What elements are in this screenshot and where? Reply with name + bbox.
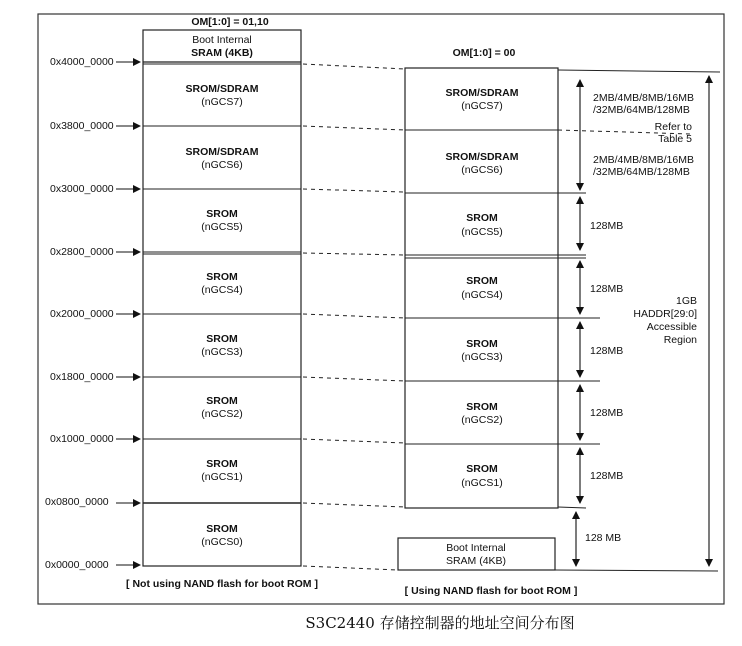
left-block-ngcs0 xyxy=(201,523,242,548)
address-label: 0x1000_0000 xyxy=(50,433,114,445)
right-footer: [ Using NAND flash for boot ROM ] xyxy=(404,585,578,597)
total-line4: Region xyxy=(663,334,697,346)
right-block-sub: (nGCS3) xyxy=(461,351,503,363)
left-block-sub: (nGCS6) xyxy=(201,159,243,171)
right-block-name: SROM xyxy=(466,212,498,224)
left-block-name: SROM/SDRAM xyxy=(185,83,259,95)
right-block-ngcs5 xyxy=(461,212,502,238)
left-block-name: SROM xyxy=(206,458,238,470)
left-block-name: SROM xyxy=(206,208,238,220)
left-block-sub: (nGCS7) xyxy=(201,96,243,108)
bank7-size-line1: 2MB/4MB/8MB/16MB xyxy=(593,92,694,104)
address-label: 0x2800_0000 xyxy=(50,246,114,258)
address-label: 0x0800_0000 xyxy=(45,496,109,508)
bank6-size-line1: 2MB/4MB/8MB/16MB xyxy=(593,154,694,166)
left-header: OM[1:0] = 01,10 xyxy=(191,16,269,28)
right-block-ngcs4 xyxy=(461,275,502,301)
address-label: 0x3800_0000 xyxy=(50,120,114,132)
right-block-name: SROM xyxy=(466,463,498,475)
left-block-name: SROM xyxy=(206,333,238,345)
total-line1: 1GB xyxy=(675,295,697,307)
address-label: 0x2000_0000 xyxy=(50,308,114,320)
right-header: OM[1:0] = 00 xyxy=(452,47,516,59)
right-block-sub: (nGCS5) xyxy=(461,226,503,238)
right-block-sub: (nGCS7) xyxy=(461,100,503,112)
left-block-name: SROM xyxy=(206,523,238,535)
right-block-ngcs3 xyxy=(461,338,502,363)
right-block-sub: (nGCS1) xyxy=(461,477,503,489)
left-block-sub: (nGCS3) xyxy=(201,346,243,358)
left-block-sub: (nGCS0) xyxy=(201,536,243,548)
left-block-name: SROM xyxy=(206,271,238,283)
right-column-box xyxy=(405,68,558,508)
address-label: 0x0000_0000 xyxy=(45,559,109,571)
address-label: 0x1800_0000 xyxy=(50,371,114,383)
right-block-sub: (nGCS2) xyxy=(461,414,503,426)
right-block-ngcs6 xyxy=(446,151,519,176)
right-block-ngcs7 xyxy=(446,87,519,112)
right-block-ngcs2 xyxy=(461,401,502,426)
address-label: 0x3000_0000 xyxy=(50,183,114,195)
figure-caption: S3C2440 存储控制器的地址空间分布图 xyxy=(305,614,575,632)
bank6-size-line2: /32MB/64MB/128MB xyxy=(593,166,690,178)
right-block-name: SROM/SDRAM xyxy=(445,87,519,99)
bank1-size: 128MB xyxy=(590,470,624,482)
total-line3: Accessible xyxy=(646,321,697,333)
left-block-sub: (nGCS1) xyxy=(201,471,243,483)
address-label: 0x4000_0000 xyxy=(50,56,114,68)
right-block-name: SROM xyxy=(466,401,498,413)
right-block-name: SROM xyxy=(466,338,498,350)
address-labels xyxy=(45,56,140,571)
left-block-ngcs5 xyxy=(201,208,242,233)
right-block-name: SROM/SDRAM xyxy=(445,151,519,163)
left-block-ngcs3 xyxy=(201,333,242,358)
left-boot-name: Boot Internal xyxy=(192,34,252,46)
bank4-size: 128MB xyxy=(590,283,624,295)
right-boot-sub: SRAM (4KB) xyxy=(445,555,507,567)
total-line2: HADDR[29:0] xyxy=(633,308,697,320)
left-block-name: SROM/SDRAM xyxy=(185,146,259,158)
bank3-size: 128MB xyxy=(590,345,624,357)
left-memory-column xyxy=(143,30,301,566)
left-block-name: SROM xyxy=(206,395,238,407)
left-block-ngcs1 xyxy=(201,458,242,483)
bank5-size: 128MB xyxy=(590,220,624,232)
left-block-sub: (nGCS2) xyxy=(201,408,243,420)
right-boot-name: Boot Internal xyxy=(446,542,506,554)
right-block-ngcs1 xyxy=(461,463,502,489)
left-block-sub: (nGCS5) xyxy=(201,221,243,233)
right-block-sub: (nGCS4) xyxy=(461,289,503,301)
bank7-size-line2: /32MB/64MB/128MB xyxy=(593,104,690,116)
size-labels xyxy=(585,92,697,544)
left-block-ngcs7 xyxy=(186,83,259,108)
left-block-ngcs4 xyxy=(201,271,242,296)
dashed-connectors xyxy=(303,64,405,570)
right-block-sub: (nGCS6) xyxy=(461,164,503,176)
left-footer: [ Not using NAND flash for boot ROM ] xyxy=(126,578,318,590)
right-block-name: SROM xyxy=(466,275,498,287)
left-block-ngcs2 xyxy=(201,395,242,420)
bank2-size: 128MB xyxy=(590,407,624,419)
refer-line1: Refer to xyxy=(654,121,692,133)
refer-line2: Table 5 xyxy=(658,133,692,145)
left-block-ngcs6 xyxy=(186,146,259,171)
left-boot-sub: SRAM (4KB) xyxy=(191,47,253,59)
left-column-box xyxy=(143,30,301,566)
bank0-size: 128 MB xyxy=(585,532,622,544)
left-block-sub: (nGCS4) xyxy=(201,284,243,296)
left-block-boot-sram xyxy=(191,34,253,59)
